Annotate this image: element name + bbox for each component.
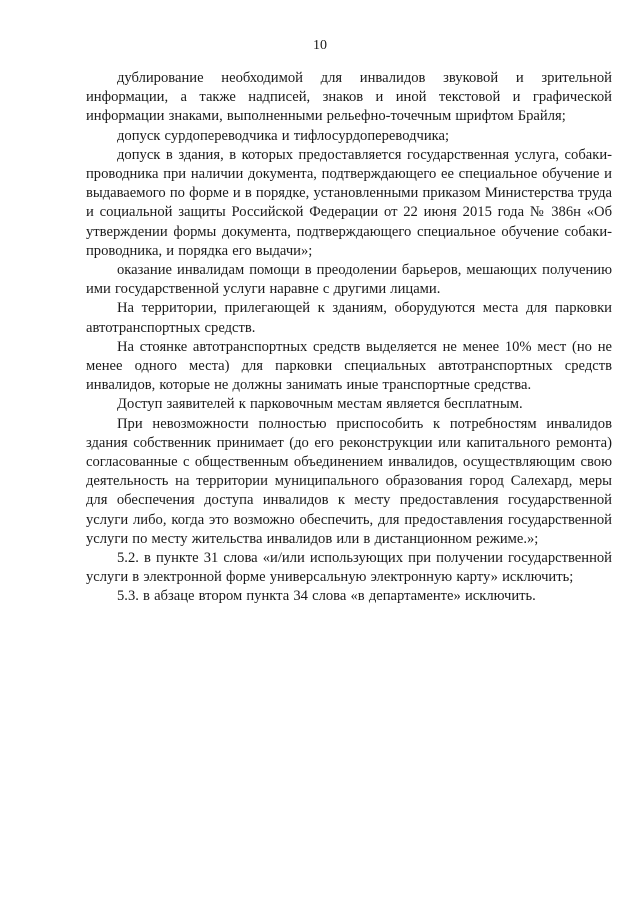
paragraph-amendment-5-3: 5.3. в абзаце втором пункта 34 слова «в департаменте» исключить. bbox=[117, 588, 536, 605]
paragraph-owner-measures: При невозможности полностью приспособить к потребностям инвалидов здания собственник принимает (до его реконструкции или капитального ремонта) согласованные с общественным объединением инвалидов, осуществляющим свою деятельность на территории муниципального образования город Салехард, меры для обеспечения доступа инвалидов к месту предоставления государственной услуги либо, когда это возможно обеспечить, для предоставления государственной услуги по месту жительства инвалидов или в дистанционном режиме.»; bbox=[86, 415, 612, 547]
paragraph-assistance: оказание инвалидам помощи в преодолении барьеров, мешающих получению ими государственной услуги наравне с другими лицами. bbox=[86, 262, 612, 298]
paragraph-braille-duplication: дублирование необходимой для инвалидов звуковой и зрительной информации, а также надписей, знаков и иной текстовой и графической информации знаками, выполненными рельефно-точечным шрифтом Брайля; bbox=[86, 70, 612, 125]
paragraph-sign-interpreter: допуск сурдопереводчика и тифлосурдопереводчика; bbox=[117, 127, 450, 144]
paragraph-parking-quota: На стоянке автотранспортных средств выделяется не менее 10% мест (но не менее одного места) для парковки специальных автотранспортных средств инвалидов, которые не должны занимать иные транспортные средства. bbox=[86, 338, 612, 394]
paragraph-amendment-5-2: 5.2. в пункте 31 слова «и/или использующих при получении государственной услуги в электронной форме универсальную электронную карту» исключить; bbox=[86, 550, 612, 586]
paragraph-guide-dog: допуск в здания, в которых предоставляется государственная услуга, собаки-проводника при наличии документа, подтверждающего ее специальное обучение и выдаваемого по форме и в порядке, установленными приказом Министерства труда и социальной защиты Российской Федерации от 22 июня 2015 года № 386н «Об утверждении формы документа, подтверждающего специальное обучение собаки-проводника, и порядка его выдачи»; bbox=[86, 146, 612, 259]
page-number: 10 bbox=[313, 38, 327, 53]
document-body bbox=[86, 69, 612, 607]
paragraph-free-parking: Доступ заявителей к парковочным местам является бесплатным. bbox=[117, 396, 523, 413]
paragraph-parking-area: На территории, прилегающей к зданиям, оборудуются места для парковки автотранспортных средств. bbox=[86, 300, 612, 336]
